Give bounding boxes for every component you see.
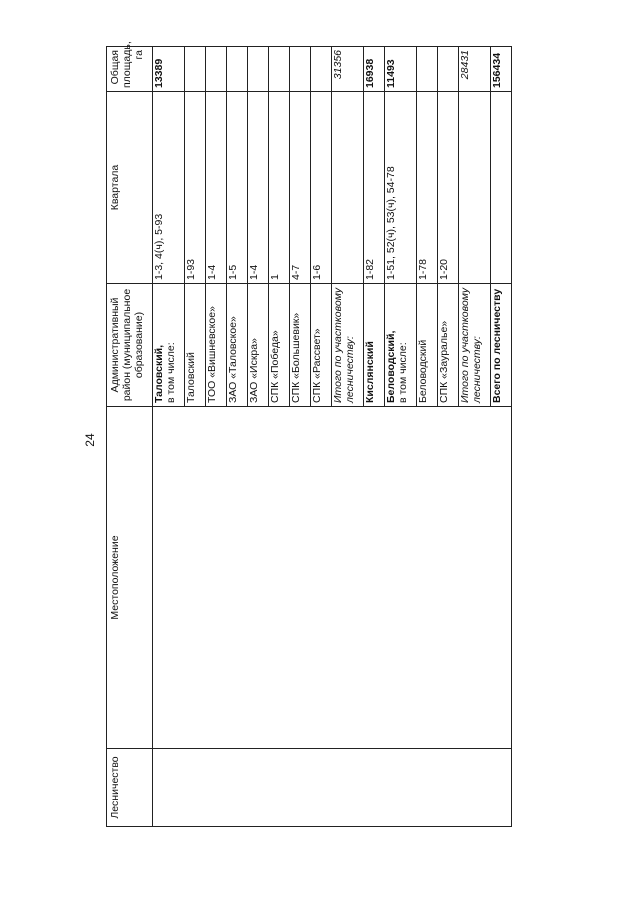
forestry-table	[106, 41, 512, 827]
quarters-cell	[332, 92, 364, 284]
quarters-cell: 1-6	[311, 92, 332, 284]
area-cell: 28431	[459, 47, 491, 92]
admin-district-cell	[248, 284, 269, 407]
location-cell	[153, 407, 512, 749]
admin-district-name: ЗАО «Таловское»	[227, 316, 239, 403]
admin-district-name: Беловодский	[417, 339, 429, 403]
admin-district-name: Итого по участковому лесничеству:	[332, 287, 356, 403]
admin-district-cell	[417, 284, 438, 407]
table-body	[153, 47, 512, 827]
header-location: Местоположение	[107, 407, 153, 749]
area-cell	[269, 47, 290, 92]
admin-district-cell	[459, 284, 491, 407]
quarters-cell: 1-4	[248, 92, 269, 284]
quarters-cell	[459, 92, 491, 284]
admin-district-name: СПК «Рассвет»	[311, 328, 323, 403]
table-header-row	[107, 47, 153, 827]
header-total-area: Общая площадь, га	[107, 47, 153, 92]
quarters-cell: 1-82	[364, 92, 385, 284]
area-cell: 13389	[153, 47, 185, 92]
area-cell	[438, 47, 459, 92]
admin-district-cell	[438, 284, 459, 407]
quarters-cell: 1-4	[206, 92, 227, 284]
admin-district-subtitle: в том числе:	[397, 342, 409, 403]
admin-district-name: Всего по лесничеству	[491, 288, 503, 403]
admin-district-name: СПК «Большевик»	[290, 312, 302, 403]
area-cell: 156434	[491, 47, 512, 92]
quarters-cell: 1-3, 4(ч), 5-93	[153, 92, 185, 284]
quarters-cell: 1-5	[227, 92, 248, 284]
quarters-cell: 4-7	[290, 92, 311, 284]
area-cell	[417, 47, 438, 92]
admin-district-cell	[206, 284, 227, 407]
admin-district-cell	[385, 284, 417, 407]
admin-district-cell	[227, 284, 248, 407]
area-cell: 16938	[364, 47, 385, 92]
area-cell	[206, 47, 227, 92]
page-number: 24	[83, 433, 97, 447]
admin-district-cell	[311, 284, 332, 407]
header-admin-district: Административный район (муниципальное образование)	[107, 284, 153, 407]
header-forestry: Лесничество	[107, 749, 153, 827]
admin-district-name: ЗАО «Искра»	[248, 338, 260, 403]
area-cell	[248, 47, 269, 92]
quarters-cell: 1	[269, 92, 290, 284]
quarters-cell: 1-51, 52(ч), 53(ч), 54-78	[385, 92, 417, 284]
admin-district-cell	[364, 284, 385, 407]
area-cell	[185, 47, 206, 92]
area-cell	[290, 47, 311, 92]
admin-district-name: Итого по участковому лесничеству:	[459, 287, 483, 403]
admin-district-cell	[153, 284, 185, 407]
admin-district-name: Таловский,	[153, 344, 165, 403]
admin-district-cell	[185, 284, 206, 407]
admin-district-cell	[290, 284, 311, 407]
area-cell: 31356	[332, 47, 364, 92]
admin-district-name: ТОО «Вишневское»	[206, 306, 218, 403]
quarters-cell	[491, 92, 512, 284]
admin-district-name: Кислянский	[364, 341, 376, 403]
admin-district-cell	[332, 284, 364, 407]
area-cell	[227, 47, 248, 92]
admin-district-cell	[491, 284, 512, 407]
area-cell	[311, 47, 332, 92]
forestry-table-container	[106, 41, 503, 827]
header-quarters: Квартала	[107, 92, 153, 284]
admin-district-subtitle: в том числе:	[165, 342, 177, 403]
forestry-cell	[153, 749, 512, 827]
admin-district-name: Таловский	[185, 352, 197, 403]
admin-district-name: СПК «Победа»	[269, 330, 281, 403]
quarters-cell: 1-78	[417, 92, 438, 284]
admin-district-name: СПК «Зауралье»	[438, 320, 450, 403]
quarters-cell: 1-20	[438, 92, 459, 284]
admin-district-name: Беловодский,	[385, 330, 397, 403]
quarters-cell: 1-93	[185, 92, 206, 284]
admin-district-cell	[269, 284, 290, 407]
area-cell: 11493	[385, 47, 417, 92]
table-row	[153, 47, 185, 827]
